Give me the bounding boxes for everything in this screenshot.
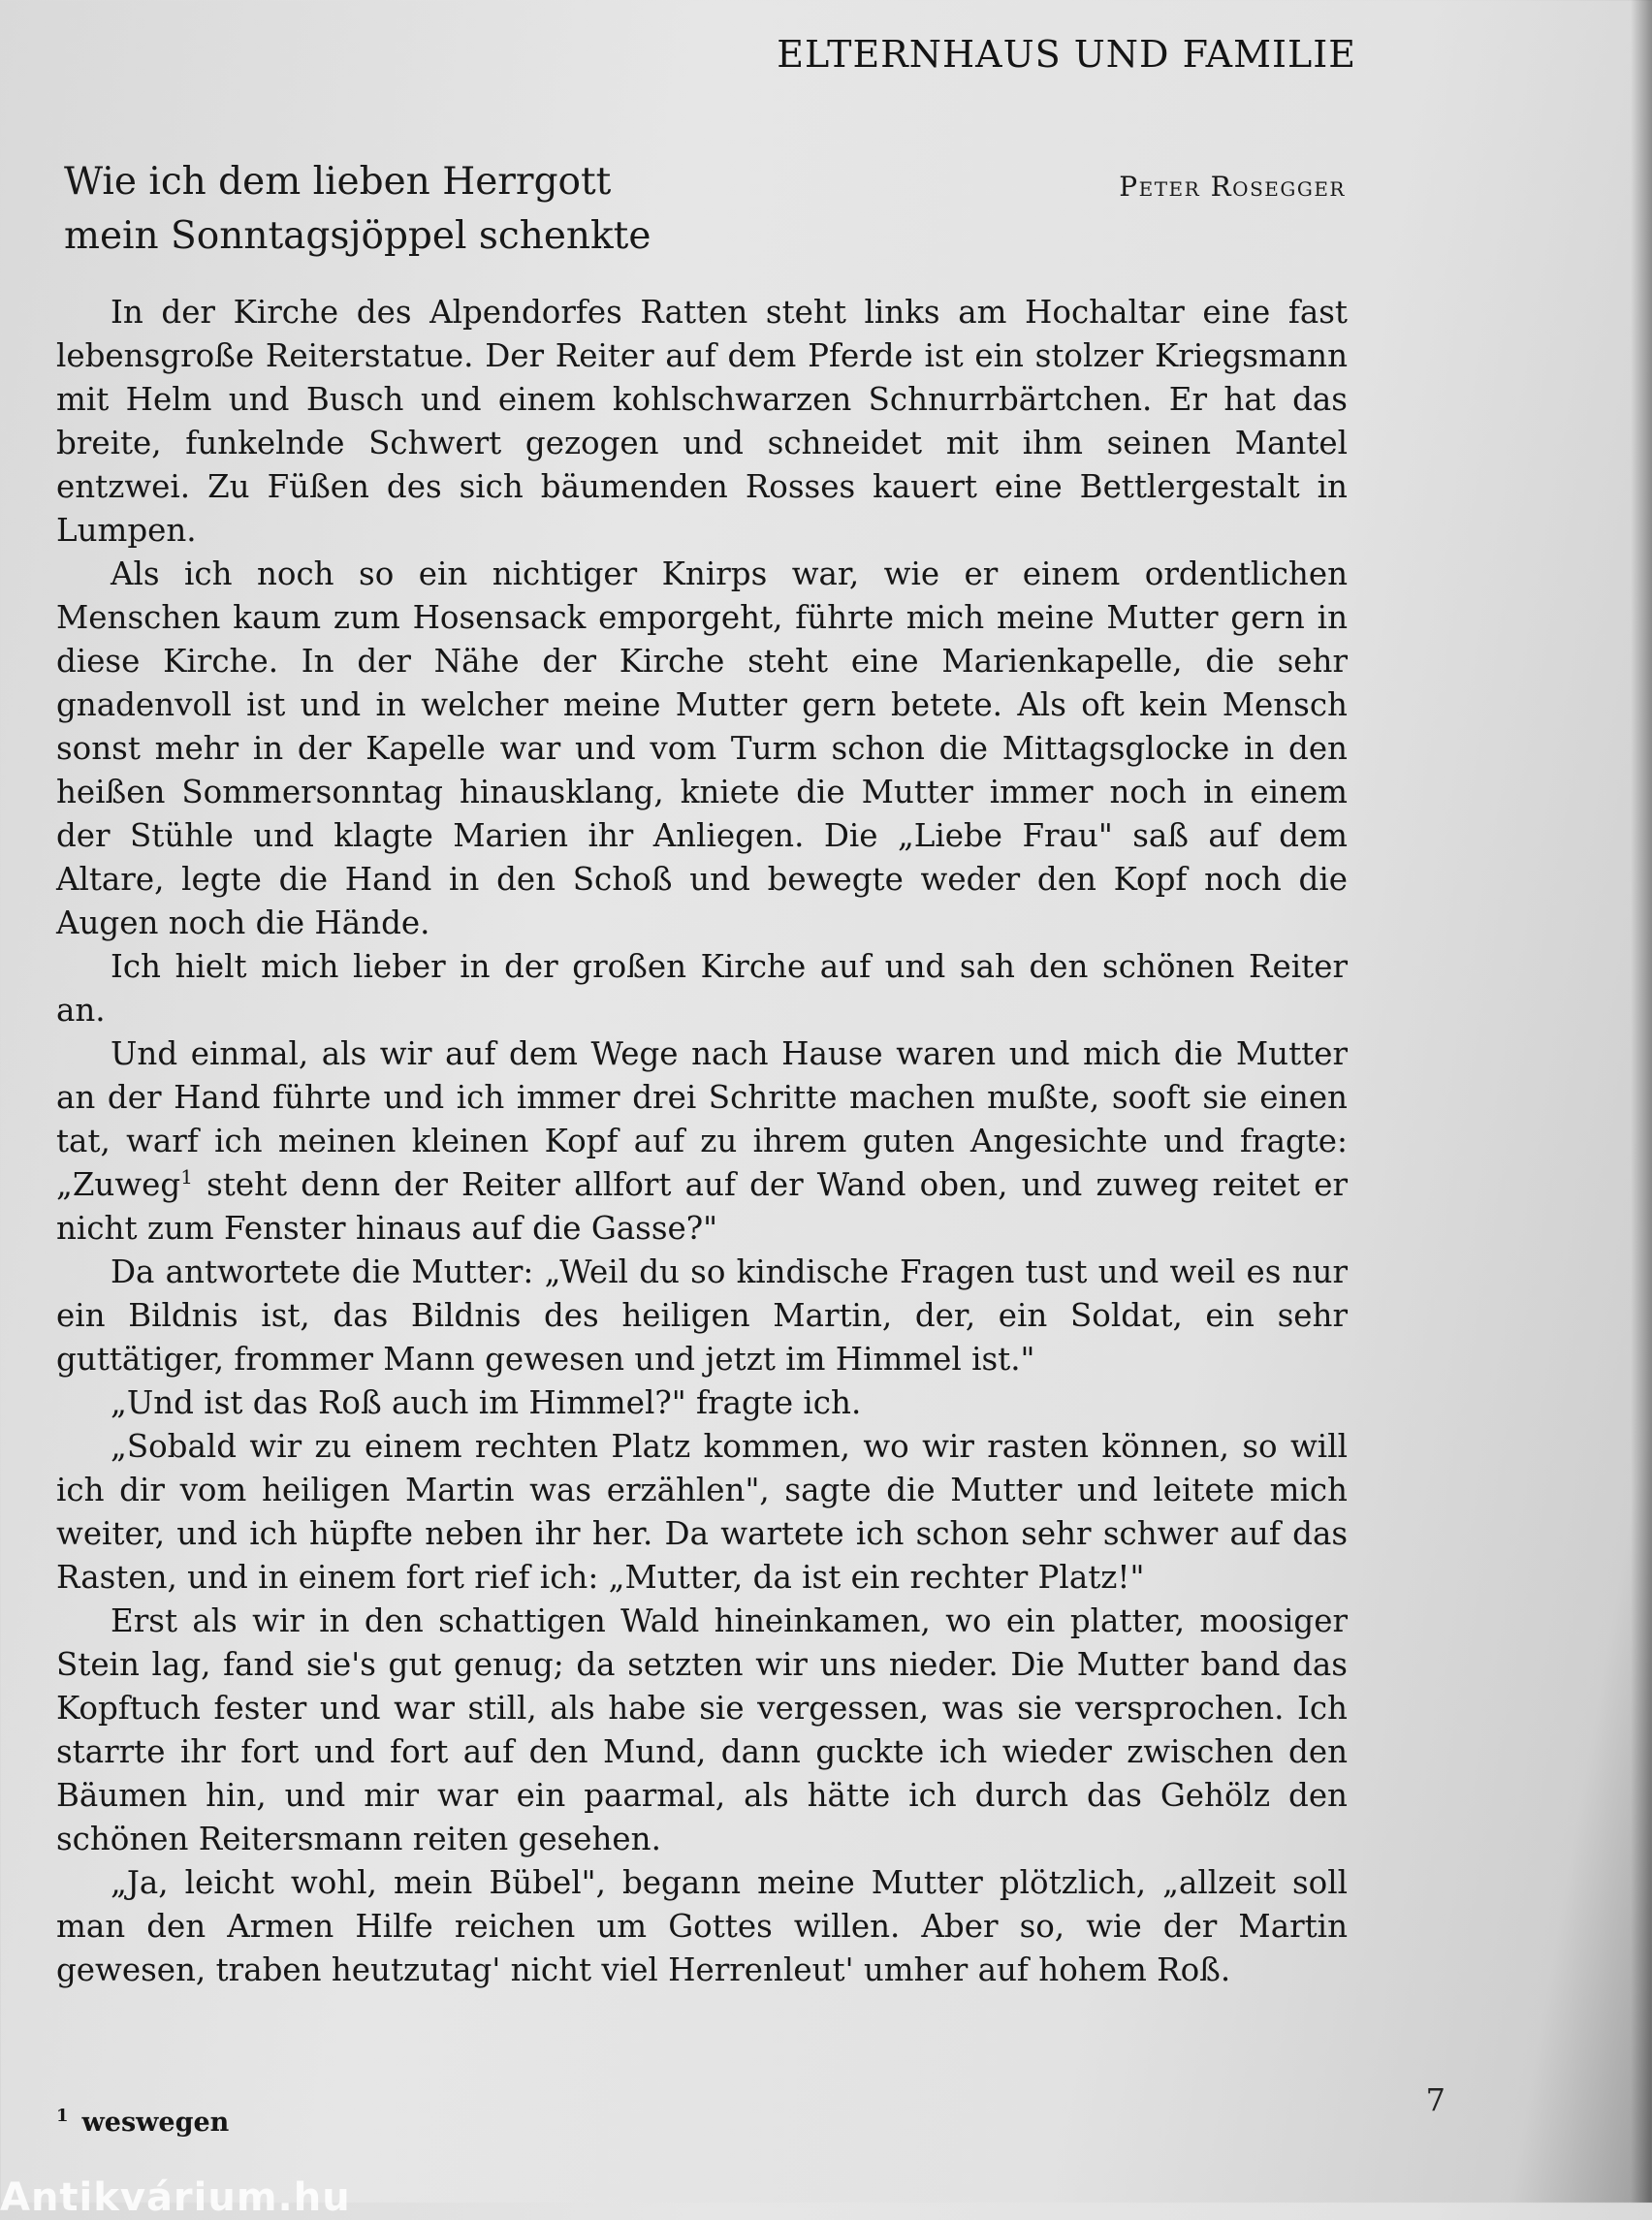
footnote-reference: 1 (180, 1165, 193, 1189)
page-edge-shadow (1631, 0, 1652, 2203)
author-name: Peter Rosegger (1119, 171, 1346, 203)
body-text (56, 291, 1348, 1992)
paragraph-5: Da antwortete die Mutter: „Weil du so kindische Fragen tust und weil es nur ein Bildnis ist, das Bildnis des heiligen Martin, der, ein Soldat, ein sehr guttätiger, frommer Mann gewesen und jetzt im Himmel ist." (56, 1253, 1348, 1378)
footnote-text: weswegen (81, 2108, 230, 2138)
paragraph-7: „Sobald wir zu einem rechten Platz kommen, wo wir rasten können, so will ich dir vom heiligen Martin was erzählen", sagte die Mutter und leitete mich weiter, und ich hüpfte neben ihr her. Da wartete ich schon sehr schwer auf das Rasten, und in einem fort rief ich: „Mutter, da ist ein rechter Platz!" (56, 1428, 1348, 1596)
paragraph-4-continuation: steht denn der Reiter allfort auf der Wand oben, und zuweg reitet er nicht zum Fenster hinaus auf die Gasse?" (56, 1166, 1348, 1247)
paragraph-8: Erst als wir in den schattigen Wald hineinkamen, wo ein platter, moosiger Stein lag, fand sie's gut genug; da setzten wir uns nieder. Die Mutter band das Kopftuch fester und war still, als habe sie vergessen, was sie versprochen. Ich starrte ihr fort und fort auf den Mund, dann guckte ich wieder zwischen den Bäumen hin, und mir war ein paarmal, als hätte ich durch das Gehölz den schönen Reitersmann reiten gesehen. (56, 1602, 1348, 1857)
footnote-mark: 1 (56, 2106, 69, 2126)
story-title-line-2: mein Sonntagsjöppel schenkte (64, 214, 651, 258)
page-number: 7 (1425, 2081, 1446, 2118)
paragraph-4 (56, 1032, 1348, 1251)
paragraph-6: „Und ist das Roß auch im Himmel?" fragte ich. (111, 1384, 862, 1421)
story-title (64, 155, 651, 264)
paragraph-4-text: Und einmal, als wir auf dem Wege nach Hause waren und mich die Mutter an der Hand führte und ich immer drei Schritte machen mußte, sooft sie einen tat, warf ich meinen kleinen Kopf auf zu ihrem guten Angesichte und fragte: (56, 1035, 1348, 1159)
paragraph-9: „Ja, leicht wohl, mein Bübel", begann meine Mutter plötzlich, „allzeit soll man den Armen Hilfe reichen um Gottes willen. Aber so, wie der Martin gewesen, traben heutzutag' nicht viel Herrenleut' umher auf hohem Roß. (56, 1864, 1348, 1988)
story-title-line-1: Wie ich dem lieben Herrgott (64, 160, 612, 204)
paragraph-1: In der Kirche des Alpendorfes Ratten steht links am Hochaltar eine fast lebensgroße Reiterstatue. Der Reiter auf dem Pferde ist ein stolzer Kriegsmann mit Helm und Busch und einem kohlschwarzen Schnurrbärtchen. Er hat das breite, funkelnde Schwert gezogen und schneidet mit ihm seinen Mantel entzwei. Zu Füßen des sich bäumenden Rosses kauert eine Bettlergestalt in Lumpen. (56, 294, 1348, 549)
inline-quote-start: „Zuweg (56, 1166, 181, 1203)
footnote (56, 2106, 229, 2138)
paragraph-3: Ich hielt mich lieber in der großen Kirche auf und sah den schönen Reiter an. (56, 948, 1348, 1029)
paragraph-2: Als ich noch so ein nichtiger Knirps war, wie er einem ordentlichen Menschen kaum zum Hosensack emporgeht, führte mich meine Mutter gern in diese Kirche. In der Nähe der Kirche steht eine Marienkapelle, die sehr gnadenvoll ist und in welcher meine Mutter gern betete. Als oft kein Mensch sonst mehr in der Kapelle war und vom Turm schon die Mittagsglocke in den heißen Sommersonntag hinausklang, kniete die Mutter immer noch in einem der Stühle und klagte Marien ihr Anliegen. Die „Liebe Frau" saß auf dem Altare, legte die Hand in den Schoß und bewegte weder den Kopf noch die Augen noch die Hände. (56, 555, 1348, 941)
running-head: ELTERNHAUS UND FAMILIE (777, 33, 1356, 76)
watermark: Antikvárium.hu (0, 2175, 351, 2220)
